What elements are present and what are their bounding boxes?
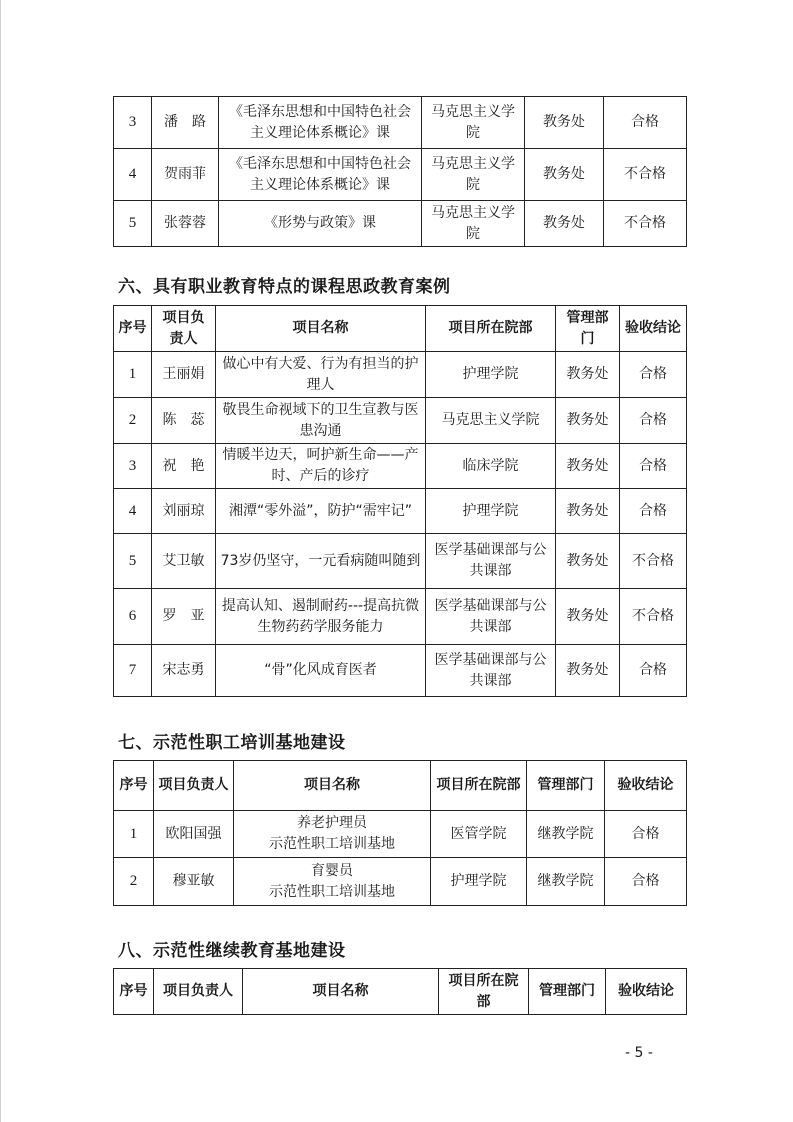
project-leader: 宋志勇 — [152, 645, 216, 697]
management-department: 教务处 — [556, 444, 620, 489]
col-header-name: 项目名称 — [234, 761, 431, 811]
project-name: 73岁仍坚守，一元看病随叫随到 — [216, 534, 426, 589]
row-number: 4 — [114, 489, 152, 534]
project-leader: 贺雨菲 — [152, 149, 219, 201]
acceptance-result: 合格 — [620, 398, 687, 444]
management-department: 教务处 — [556, 489, 620, 534]
row-number: 6 — [114, 589, 152, 645]
col-header-dept: 项目所在院部 — [439, 969, 529, 1015]
acceptance-result: 合格 — [605, 811, 687, 858]
management-department: 继教学院 — [527, 858, 605, 906]
row-number: 3 — [114, 444, 152, 489]
col-header-result: 验收结论 — [605, 761, 687, 811]
row-number: 1 — [114, 352, 152, 398]
project-department: 医学基础课部与公共课部 — [426, 645, 556, 697]
row-number: 4 — [114, 149, 152, 201]
management-department: 教务处 — [556, 645, 620, 697]
project-leader: 艾卫敏 — [152, 534, 216, 589]
management-department: 教务处 — [556, 398, 620, 444]
table-header-row — [114, 969, 687, 1015]
acceptance-result: 合格 — [620, 444, 687, 489]
page-edge — [0, 0, 1, 1122]
page-number: - 5 - — [625, 1045, 653, 1061]
project-department: 医管学院 — [431, 811, 527, 858]
row-number: 3 — [114, 97, 152, 149]
management-department: 教务处 — [556, 534, 620, 589]
project-department: 临床学院 — [426, 444, 556, 489]
col-header-name: 项目名称 — [243, 969, 439, 1015]
project-leader: 张蓉蓉 — [152, 201, 219, 247]
table-row — [114, 398, 687, 444]
section6-heading: 六、具有职业教育特点的课程思政教育案例 — [118, 277, 451, 297]
table-row — [114, 201, 687, 247]
project-leader: 欧阳国强 — [154, 811, 234, 858]
col-header-leader: 项目负责人 — [154, 761, 234, 811]
acceptance-result: 不合格 — [604, 149, 687, 201]
acceptance-result: 不合格 — [620, 534, 687, 589]
table-row — [114, 489, 687, 534]
table-row — [114, 858, 687, 906]
project-leader: 潘 路 — [152, 97, 219, 149]
management-department: 教务处 — [525, 149, 604, 201]
project-department: 医学基础课部与公共课部 — [426, 589, 556, 645]
table-row — [114, 444, 687, 489]
col-header-leader: 项目负责人 — [152, 306, 216, 352]
project-name: 《毛泽东思想和中国特色社会主义理论体系概论》课 — [219, 149, 422, 201]
project-leader: 穆亚敏 — [154, 858, 234, 906]
project-leader: 刘丽琼 — [152, 489, 216, 534]
section7-heading: 七、示范性职工培训基地建设 — [118, 733, 346, 753]
table-row — [114, 645, 687, 697]
section7-table — [113, 760, 687, 906]
table-row — [114, 811, 687, 858]
col-header-dept: 项目所在院部 — [426, 306, 556, 352]
project-name — [234, 811, 431, 858]
management-department: 教务处 — [556, 352, 620, 398]
col-header-dept: 项目所在院部 — [431, 761, 527, 811]
project-leader: 王丽娟 — [152, 352, 216, 398]
row-number: 7 — [114, 645, 152, 697]
col-header-mgmt: 管理部门 — [556, 306, 620, 352]
acceptance-result: 不合格 — [620, 589, 687, 645]
table-row — [114, 352, 687, 398]
project-name: 敬畏生命视域下的卫生宣教与医患沟通 — [216, 398, 426, 444]
row-number: 2 — [114, 858, 154, 906]
section5-continuation-table — [113, 96, 687, 247]
project-department: 马克思主义学院 — [422, 149, 525, 201]
col-header-result: 验收结论 — [620, 306, 687, 352]
management-department: 教务处 — [556, 589, 620, 645]
project-name: 提高认知、遏制耐药---提高抗微生物药药学服务能力 — [216, 589, 426, 645]
project-name: 湘潭“零外溢”，防护“需牢记” — [216, 489, 426, 534]
project-name: 《形势与政策》课 — [219, 201, 422, 247]
project-department: 马克思主义学院 — [426, 398, 556, 444]
project-leader: 罗 亚 — [152, 589, 216, 645]
project-name: 做心中有大爱、行为有担当的护理人 — [216, 352, 426, 398]
col-header-result: 验收结论 — [606, 969, 687, 1015]
col-header-no: 序号 — [114, 969, 154, 1015]
col-header-no: 序号 — [114, 761, 154, 811]
project-department: 护理学院 — [426, 352, 556, 398]
project-name: 《毛泽东思想和中国特色社会主义理论体系概论》课 — [219, 97, 422, 149]
acceptance-result: 不合格 — [604, 201, 687, 247]
table-row — [114, 97, 687, 149]
project-name: “骨”化风成育医者 — [216, 645, 426, 697]
project-leader: 祝 艳 — [152, 444, 216, 489]
project-department: 护理学院 — [431, 858, 527, 906]
row-number: 2 — [114, 398, 152, 444]
section8-table — [113, 968, 687, 1015]
project-department: 医学基础课部与公共课部 — [426, 534, 556, 589]
table-row — [114, 589, 687, 645]
project-name-line1: 育婴员 — [311, 862, 353, 879]
row-number: 1 — [114, 811, 154, 858]
project-leader: 陈 蕊 — [152, 398, 216, 444]
project-name — [234, 858, 431, 906]
project-department: 马克思主义学院 — [422, 97, 525, 149]
management-department: 教务处 — [525, 201, 604, 247]
section6-table — [113, 305, 687, 697]
col-header-leader: 项目负责人 — [154, 969, 243, 1015]
section8-heading: 八、示范性继续教育基地建设 — [118, 941, 346, 961]
col-header-mgmt: 管理部门 — [527, 761, 605, 811]
row-number: 5 — [114, 534, 152, 589]
col-header-name: 项目名称 — [216, 306, 426, 352]
acceptance-result: 合格 — [604, 97, 687, 149]
acceptance-result: 合格 — [620, 645, 687, 697]
table-row — [114, 534, 687, 589]
table-header-row — [114, 761, 687, 811]
project-department: 马克思主义学院 — [422, 201, 525, 247]
table-row — [114, 149, 687, 201]
row-number: 5 — [114, 201, 152, 247]
table-header-row — [114, 306, 687, 352]
project-department: 护理学院 — [426, 489, 556, 534]
management-department: 教务处 — [525, 97, 604, 149]
acceptance-result: 合格 — [620, 352, 687, 398]
management-department: 继教学院 — [527, 811, 605, 858]
acceptance-result: 合格 — [605, 858, 687, 906]
col-header-mgmt: 管理部门 — [529, 969, 606, 1015]
project-name: 情暖半边天，呵护新生命——产时、产后的诊疗 — [216, 444, 426, 489]
project-name-line2: 示范性职工培训基地 — [269, 836, 395, 852]
col-header-no: 序号 — [114, 306, 152, 352]
acceptance-result: 合格 — [620, 489, 687, 534]
project-name-line2: 示范性职工培训基地 — [269, 883, 395, 900]
project-name-line1: 养老护理员 — [297, 815, 367, 831]
